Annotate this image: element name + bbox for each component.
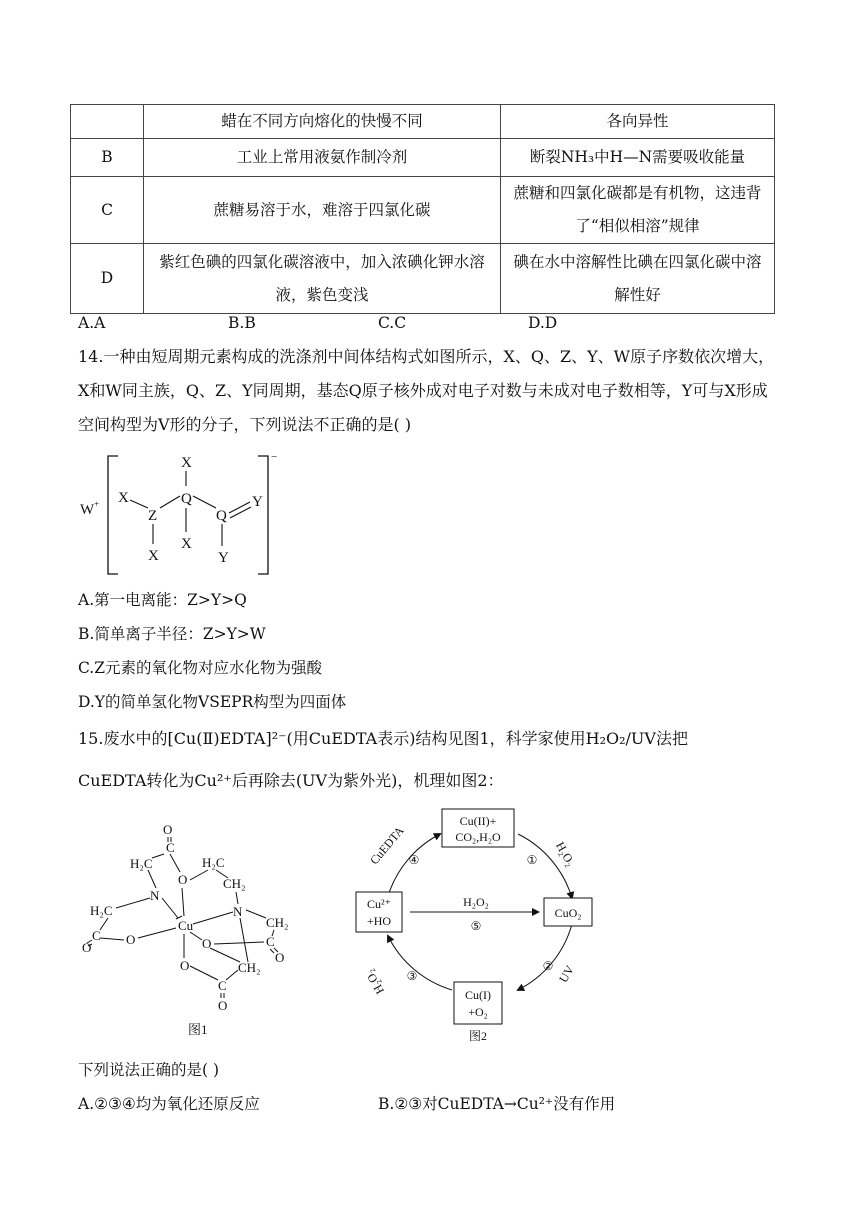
- box-left-line2: +HO: [366, 914, 392, 928]
- atom-h2c: H₂C: [90, 903, 113, 918]
- figure-1-cuedta-structure: [78, 812, 308, 1037]
- q14-option-c: C.Z元素的氧化物对应水化物为强酸: [78, 659, 323, 677]
- row-fact: 蔗糖易溶于水，难溶于四氯化碳: [144, 177, 501, 244]
- atom-o: O: [275, 950, 285, 965]
- atom-q1: Q: [181, 491, 192, 507]
- q13-option-d: D.D: [528, 314, 558, 332]
- atom-h2c: H₂C: [130, 856, 153, 871]
- row-fact: 工业上常用液氨作制冷剂: [144, 139, 501, 177]
- atom-ch2: CH₂: [266, 915, 289, 930]
- row-label: B: [71, 139, 144, 177]
- row-reason: 碘在水中溶解性比碘在四氯化碳中溶解性好: [501, 244, 775, 314]
- table-row: [71, 139, 775, 177]
- atom-cu: Cu: [178, 918, 194, 933]
- atom-n: N: [233, 904, 243, 919]
- box-top-line1: Cu(II)+: [459, 814, 497, 828]
- box-right-text: CuO₂: [554, 906, 582, 920]
- atom-x3: X: [181, 455, 192, 471]
- figure-2-caption: 图2: [468, 1029, 488, 1043]
- row-reason: 蔗糖和四氯化碳都是有机物，这违背了“相似相溶”规律: [501, 177, 775, 244]
- atom-ch2: CH₂: [238, 960, 261, 975]
- atom-ch2: CH₂: [223, 876, 246, 891]
- atom-c: C: [266, 934, 275, 949]
- table-row: [71, 244, 775, 314]
- atom-c: C: [166, 840, 175, 855]
- label-n2: ②: [542, 959, 554, 973]
- label-mid-h2o2: H₂O₂: [463, 895, 489, 909]
- label-arc1-h2o2: H₂O₂: [552, 839, 578, 869]
- q15-question: 下列说法正确的是( ): [78, 1061, 220, 1079]
- q15-option-b: B.②③对CuEDTA→Cu²⁺没有作用: [378, 1095, 616, 1113]
- atom-o: O: [82, 940, 92, 955]
- atom-o: O: [202, 936, 212, 951]
- atom-o: O: [218, 998, 228, 1013]
- atom-x4: X: [181, 536, 192, 552]
- anion-charge: −: [271, 451, 278, 463]
- q13-option-b: B.B: [228, 314, 256, 332]
- table-row: [71, 177, 775, 244]
- atom-y2: Y: [218, 550, 229, 566]
- atom-h2c: H₂C: [202, 855, 225, 870]
- table-row: [71, 105, 775, 139]
- q15-stem-line2: CuEDTA转化为Cu²⁺后再除去(UV为紫外光)，机理如图2：: [78, 771, 504, 790]
- figure-1-caption: 图1: [188, 1022, 208, 1037]
- atom-o: O: [180, 958, 190, 973]
- atom-q2: Q: [216, 508, 227, 524]
- atom-o: O: [163, 822, 173, 837]
- box-bottom-line1: Cu(I): [465, 988, 491, 1002]
- label-arc3-h2o2: H₂O₂: [362, 967, 388, 997]
- row-label: [71, 105, 144, 139]
- q14-option-d: D.Y的简单氢化物VSEPR构型为四面体: [78, 693, 347, 711]
- row-fact: 蜡在不同方向熔化的快慢不同: [144, 105, 501, 139]
- box-left-line1: Cu²⁺: [367, 897, 391, 911]
- atom-x1: X: [118, 490, 129, 506]
- q14-option-a: A.第一电离能：Z>Y>Q: [78, 591, 247, 609]
- label-arc4-cuedta: CuEDTA: [367, 823, 407, 868]
- row-reason: 各向异性: [501, 105, 775, 139]
- q14-option-b: B.简单离子半径：Z>Y>W: [78, 625, 266, 643]
- row-fact: 紫红色碘的四氯化碳溶液中，加入浓碘化钾水溶液，紫色变浅: [144, 244, 501, 314]
- atom-o: O: [178, 872, 188, 887]
- q13-option-c: C.C: [378, 314, 407, 332]
- label-n3: ③: [406, 969, 418, 983]
- answer-table: [70, 104, 775, 314]
- atom-n: N: [150, 888, 160, 903]
- figure-2-mechanism-diagram: [350, 806, 600, 1046]
- q15-stem-line1: 15.废水中的[Cu(Ⅱ)EDTA]²⁻(用CuEDTA表示)结构见图1，科学家使用H₂O₂/UV法把: [78, 729, 688, 748]
- atom-y1: Y: [252, 494, 263, 510]
- row-label: C: [71, 177, 144, 244]
- atom-c: C: [218, 978, 227, 993]
- box-top-line2: CO₂,H₂O: [455, 830, 501, 844]
- q13-option-a: A.A: [78, 314, 106, 332]
- box-bottom-line2: +O₂: [468, 1005, 488, 1019]
- row-reason: 断裂NH₃中H—N需要吸收能量: [501, 139, 775, 177]
- label-n1: ①: [526, 853, 538, 867]
- row-label: D: [71, 244, 144, 314]
- label-n5: ⑤: [470, 919, 482, 933]
- q15-option-a: A.②③④均为氧化还原反应: [78, 1095, 260, 1113]
- atom-z: Z: [148, 508, 158, 524]
- q14-structure-diagram: [78, 450, 298, 580]
- atom-o: O: [126, 932, 136, 947]
- atom-x2: X: [148, 548, 159, 564]
- label-n4: ④: [408, 853, 420, 867]
- q14-stem: 14.一种由短周期元素构成的洗涤剂中间体结构式如图所示，X、Q、Z、Y、W原子序数依次增大，X和W同主族，Q、Z、Y同周期，基态Q原子核外成对电子对数与未成对电子数相等，Y可与X形成空间构型为V形的分子，下列说法不正确的是( ): [78, 347, 775, 434]
- atom-c: C: [92, 928, 101, 943]
- cation-w: W+: [80, 499, 100, 518]
- label-arc2-uv: UV: [556, 962, 577, 986]
